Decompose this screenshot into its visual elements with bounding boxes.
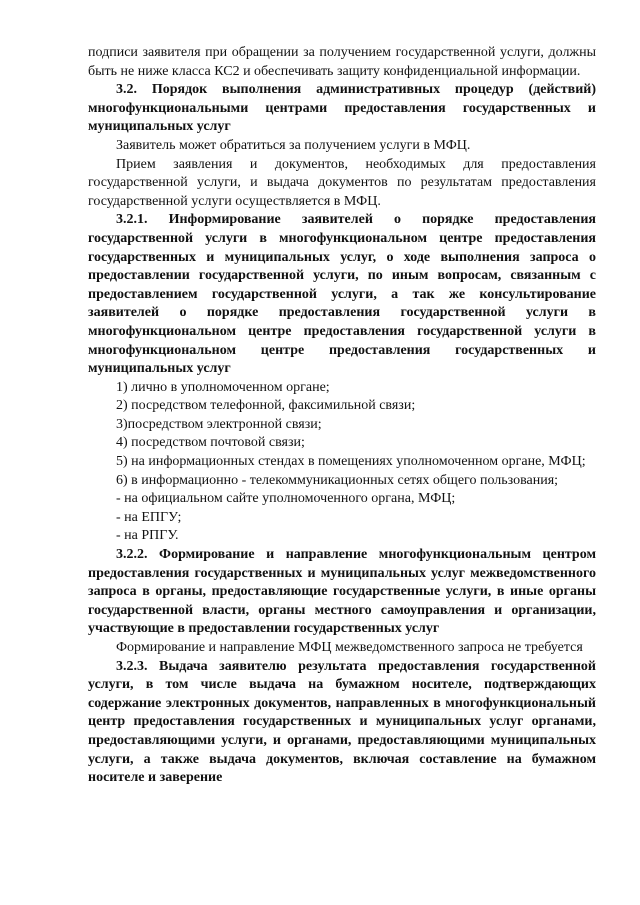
heading-3-2: 3.2. Порядок выполнения административных процедур (действий) многофункциональными центрами предоставления государственных и муниципальных услуг: [88, 82, 596, 135]
paragraph-application-intake: Прием заявления и документов, необходимых для предоставления государственной услуги, и выдача документов по результатам предоставления государственной услуги осуществляется в МФЦ.: [88, 156, 596, 209]
list-item-4: 4) посредством почтовой связи;: [116, 435, 305, 451]
list-subitem-rpgu: - на РПГУ.: [116, 528, 179, 544]
list-item-5: 5) на информационных стендах в помещениях уполномоченном органе, МФЦ;: [116, 454, 586, 470]
paragraph-interagency-request: Формирование и направление МФЦ межведомственного запроса не требуется: [116, 640, 583, 655]
list-subitem-epgu: - на ЕПГУ;: [116, 509, 182, 525]
heading-3-2-2: 3.2.2. Формирование и направление многофункциональным центром предоставления государственных и муниципальных услуг межведомственного запроса в органы, предоставляющие государственные услуги, в иные органы государственной власти, органы местного самоуправления и организации, участвующие в предоставлении государственных услуг: [88, 547, 596, 637]
heading-3-2-1: 3.2.1. Информирование заявителей о порядке предоставления государственной услуги в многофункциональном центре предоставления государственных и муниципальных услуг, о ходе выполнения запроса о предоставлении государственной услуги, по иным вопросам, связанным с предоставлением государственной услуги, а так же консультирование заявителей о порядке предоставления государственной услуги в многофункциональном центре предоставления государственной услуги в многофункциональном центре предоставления государственных и муниципальных услуг: [88, 212, 596, 377]
heading-3-2-3: 3.2.3. Выдача заявителю результата предоставления государственной услуги, в том числе выдача на бумажном носителе, подтверждающих содержание электронных документов, направленных в многофункциональный центр предоставления государственных и муниципальных услуг органами, предоставляющими услуги, и органами, предоставляющими муниципальных услуги, а также выдача документов, включая составление на бумажном носителе и заверение: [88, 658, 596, 786]
paragraph-signature-requirements: подписи заявителя при обращении за получением государственной услуги, должны быть не ниже класса КС2 и обеспечивать защиту конфиденциальной информации.: [88, 45, 596, 79]
list-subitem-official-site: - на официальном сайте уполномоченного органа, МФЦ;: [116, 491, 456, 507]
list-item-2: 2) посредством телефонной, факсимильной связи;: [116, 398, 416, 414]
list-item-6: 6) в информационно - телекоммуникационных сетях общего пользования;: [116, 472, 559, 488]
paragraph-apply-mfc: Заявитель может обратиться за получением услуги в МФЦ.: [116, 137, 471, 153]
list-item-1: 1) лично в уполномоченном органе;: [116, 379, 330, 395]
document-body: [88, 44, 596, 788]
list-item-3: 3)посредством электронной связи;: [116, 416, 322, 432]
